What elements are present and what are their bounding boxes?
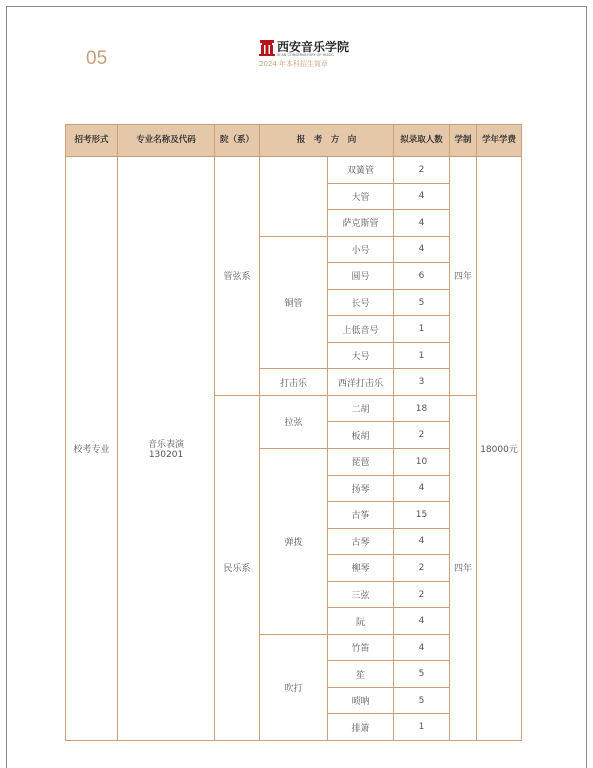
table-row: [66, 157, 522, 184]
group-cell: 拉弦: [260, 395, 328, 448]
count-cell: 4: [394, 236, 450, 263]
count-cell: 4: [394, 608, 450, 635]
count-cell: 5: [394, 661, 450, 688]
duration-cell: 四年: [450, 395, 477, 740]
count-cell: 2: [394, 422, 450, 449]
department-cell: 管弦系: [215, 157, 260, 396]
direction-cell: 大管: [328, 183, 394, 210]
count-cell: 5: [394, 687, 450, 714]
count-cell: 4: [394, 475, 450, 502]
page-number: 05: [86, 48, 108, 69]
group-cell-empty: [260, 157, 328, 237]
direction-cell: 唢呐: [328, 687, 394, 714]
count-cell: 4: [394, 634, 450, 661]
brochure-subtitle: 2024 年本科招生简章: [259, 60, 329, 68]
header-direction: 报 考 方 向: [260, 125, 394, 157]
direction-cell: 二胡: [328, 395, 394, 422]
direction-cell: 古琴: [328, 528, 394, 555]
duration-cell: 四年: [450, 157, 477, 396]
direction-cell: 上低音号: [328, 316, 394, 343]
count-cell: 18: [394, 395, 450, 422]
direction-cell: 琵琶: [328, 449, 394, 476]
exam-form-cell: 校考专业: [66, 157, 118, 741]
count-cell: 4: [394, 528, 450, 555]
table-header-row: [66, 125, 522, 157]
direction-cell: 双簧管: [328, 157, 394, 184]
header-count: 拟录取人数: [394, 125, 450, 157]
major-name: 音乐表演: [147, 440, 184, 451]
school-emblem-icon: [259, 38, 275, 56]
header-major: 专业名称及代码: [118, 125, 215, 157]
direction-cell: 小号: [328, 236, 394, 263]
count-cell: 2: [394, 555, 450, 582]
header-department: 院（系）: [215, 125, 260, 157]
count-cell: 3: [394, 369, 450, 396]
direction-cell: 排箫: [328, 714, 394, 741]
group-cell: 弹拨: [260, 449, 328, 635]
direction-cell: 长号: [328, 289, 394, 316]
direction-cell: 萨克斯管: [328, 210, 394, 237]
direction-cell: 古筝: [328, 502, 394, 529]
direction-cell: 笙: [328, 661, 394, 688]
header-exam-form: 招考形式: [66, 125, 118, 157]
direction-cell: 扬琴: [328, 475, 394, 502]
tuition-cell: 18000元: [477, 157, 522, 741]
count-cell: 1: [394, 342, 450, 369]
direction-cell: 板胡: [328, 422, 394, 449]
direction-cell: 西洋打击乐: [328, 369, 394, 396]
count-cell: 15: [394, 502, 450, 529]
direction-cell: 三弦: [328, 581, 394, 608]
header-duration: 学制: [450, 125, 477, 157]
group-cell: 铜管: [260, 236, 328, 369]
group-cell: 打击乐: [260, 369, 328, 396]
count-cell: 5: [394, 289, 450, 316]
major-code: 130201: [148, 450, 184, 461]
count-cell: 10: [394, 449, 450, 476]
header-tuition: 学年学费: [477, 125, 522, 157]
count-cell: 6: [394, 263, 450, 290]
direction-cell: 竹笛: [328, 634, 394, 661]
direction-cell: 柳琴: [328, 555, 394, 582]
direction-cell: 大号: [328, 342, 394, 369]
major-cell: [118, 157, 215, 741]
count-cell: 4: [394, 183, 450, 210]
admission-table: [65, 124, 522, 741]
count-cell: 1: [394, 316, 450, 343]
direction-cell: 圆号: [328, 263, 394, 290]
count-cell: 2: [394, 157, 450, 184]
count-cell: 4: [394, 210, 450, 237]
direction-cell: 阮: [328, 608, 394, 635]
count-cell: 1: [394, 714, 450, 741]
school-name-en: XI'AN CONSERVATORY OF MUSIC: [277, 53, 334, 57]
group-cell: 吹打: [260, 634, 328, 740]
count-cell: 2: [394, 581, 450, 608]
school-name: 西安音乐学院: [277, 40, 350, 54]
school-logo: [259, 38, 350, 70]
department-cell: 民乐系: [215, 395, 260, 740]
